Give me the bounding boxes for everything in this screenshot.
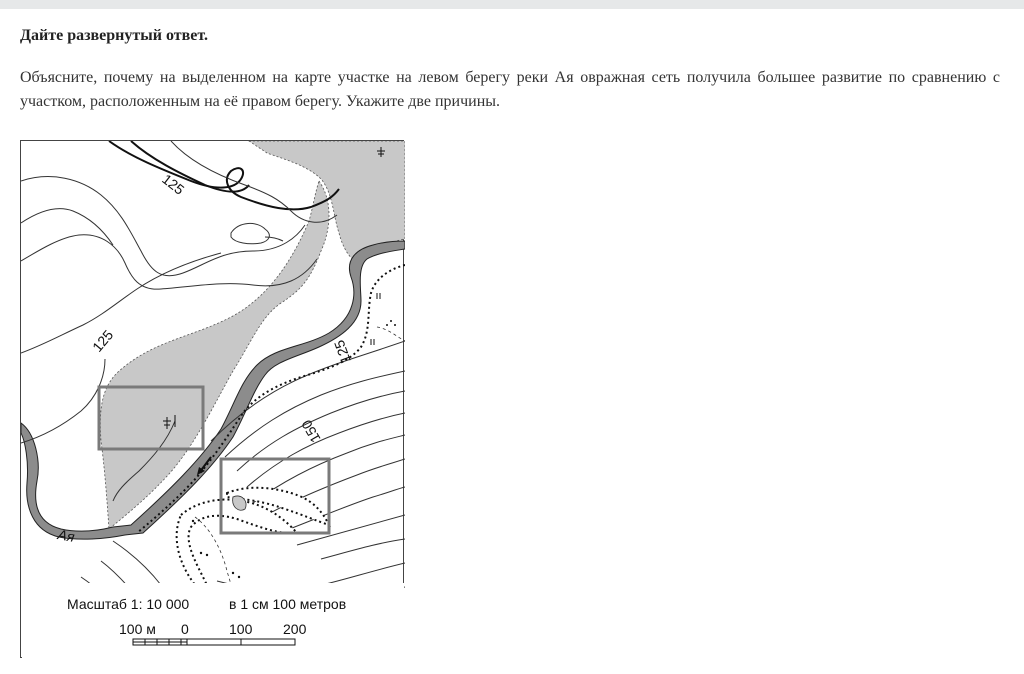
river-label: Ая: [56, 526, 76, 545]
contour-label-top: 125: [159, 170, 188, 198]
scale-description: в 1 см 100 метров: [229, 596, 347, 612]
contour-label-left: 125: [89, 326, 117, 355]
scale-tick-label-100m: 100 м: [119, 621, 156, 637]
contour-label-150: 150: [298, 417, 324, 446]
track-right: [377, 327, 405, 341]
contour-left-4: [21, 359, 105, 443]
contour-lake: [231, 223, 269, 243]
task-question: Объясните, почему на выделенном на карте участке на левом берегу реки Ая овражная сеть получила большее развитие по сравнению с участком, расположенным на её правом берегу. Укажите две причины.: [20, 69, 1000, 110]
scale-tick-label-100: 100: [229, 621, 253, 637]
task-heading: Дайте развернутый ответ.: [20, 27, 208, 44]
contour-top-second: [131, 141, 249, 192]
contour-label-right: 125: [330, 338, 354, 366]
contour-right-7: [321, 539, 405, 559]
contour-right-4: [259, 459, 405, 519]
scale-title: Масштаб 1: 10 000: [67, 596, 190, 612]
topographic-map: [20, 140, 404, 658]
contour-left-2: [21, 235, 317, 289]
contour-left-3: [21, 209, 113, 245]
contour-150: [247, 413, 405, 487]
scale-panel: [22, 583, 404, 658]
top-divider: [0, 0, 1024, 9]
meadow-icon: [371, 293, 396, 345]
scale-tick-label-200: 200: [283, 621, 307, 637]
map-drawing: [21, 141, 405, 659]
scale-tick-label-0: 0: [181, 621, 189, 637]
